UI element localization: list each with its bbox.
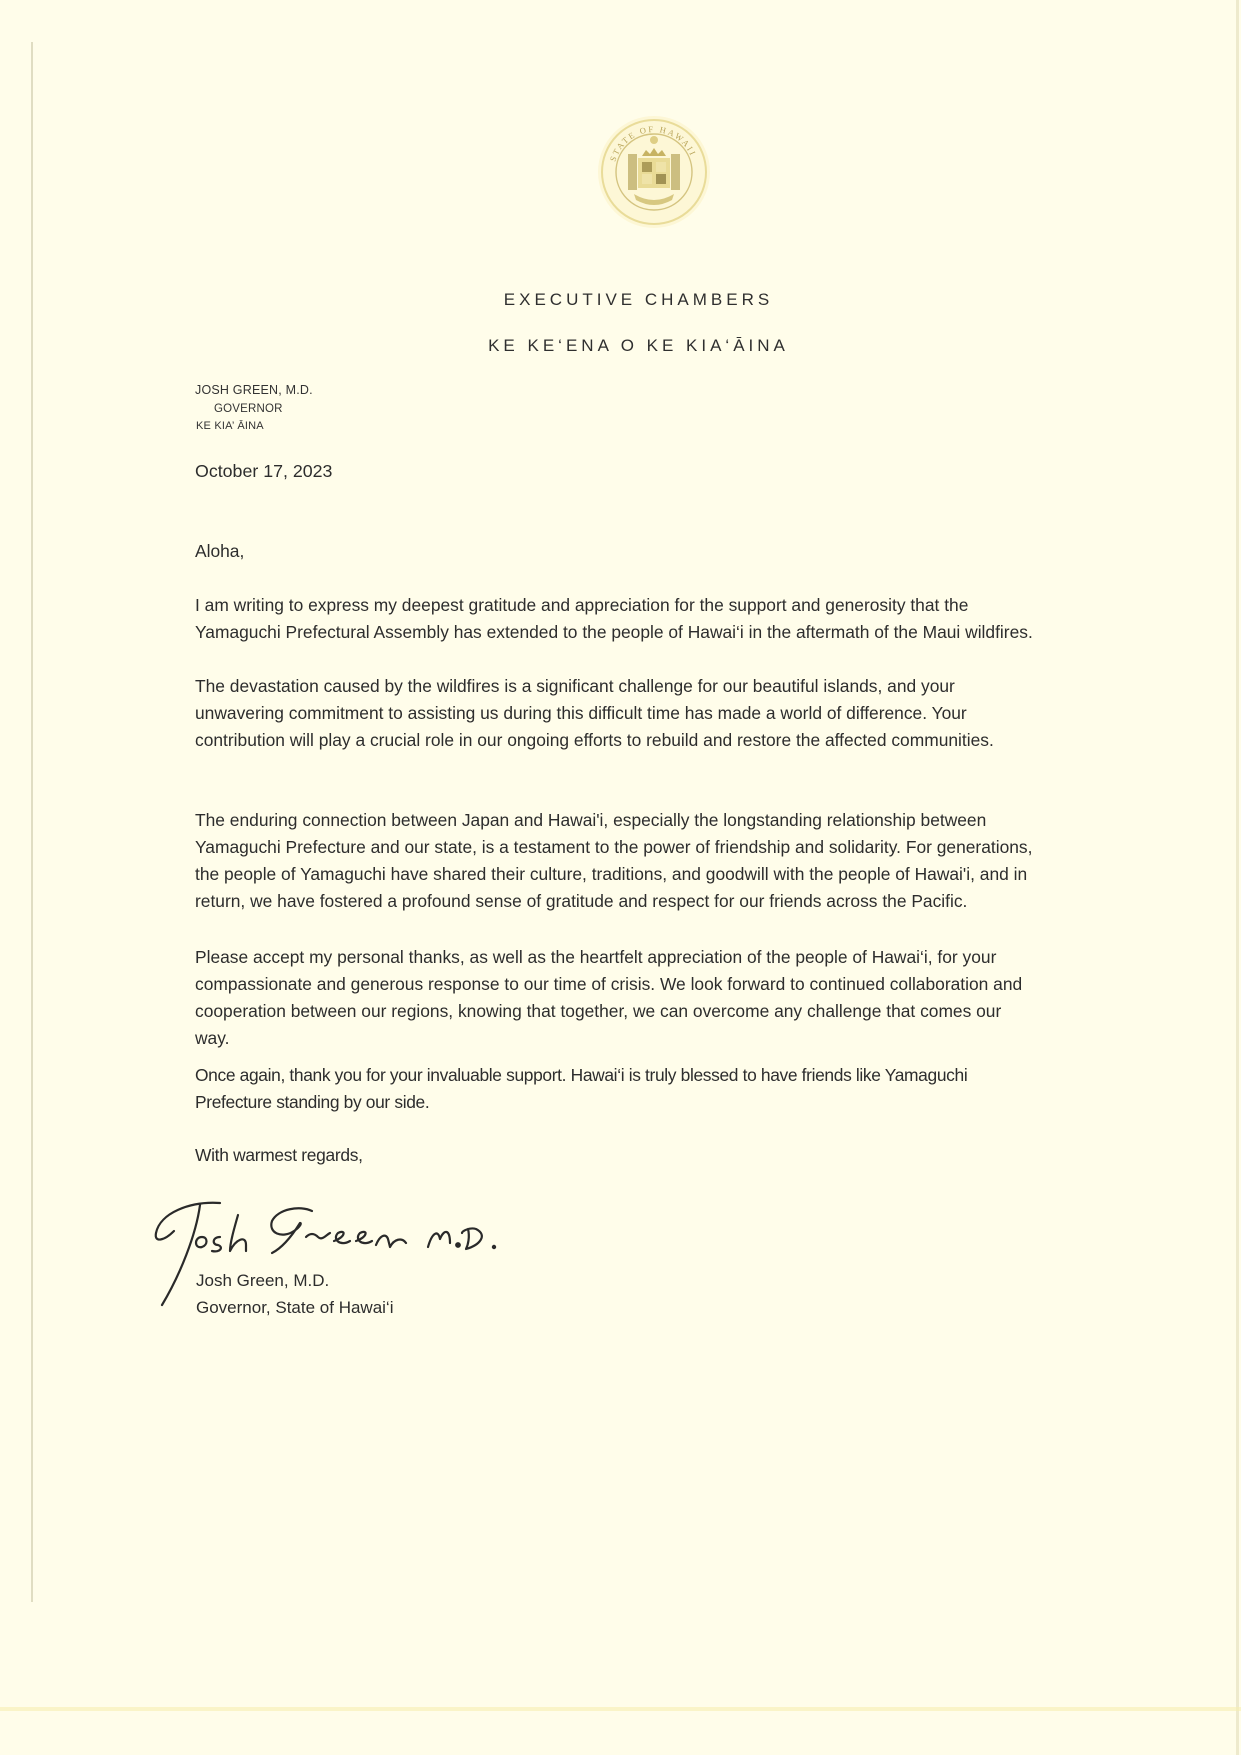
signatory-title: Governor, State of Hawai‘i xyxy=(196,1298,394,1317)
scan-artifact-band xyxy=(0,1707,1241,1711)
paragraph-2 xyxy=(195,673,994,754)
paragraph-1 xyxy=(195,592,1033,646)
paragraph-line: Yamaguchi Prefectural Assembly has extended to the people of Hawai‘i in the aftermath of the Maui wildfires. xyxy=(195,622,1033,642)
office-holder-name: JOSH GREEN, M.D. xyxy=(195,383,313,397)
state-seal-icon xyxy=(594,110,714,234)
greeting: Aloha, xyxy=(195,541,245,561)
paragraph-line: way. xyxy=(195,1028,230,1048)
paragraph-line: Once again, thank you for your invaluable support. Hawai‘i is truly blessed to have friends like Yamaguchi xyxy=(195,1065,968,1085)
office-holder-title: GOVERNOR xyxy=(214,403,283,415)
paragraph-line: The enduring connection between Japan and Hawai'i, especially the longstanding relationship between xyxy=(195,810,987,830)
paragraph-line: Please accept my personal thanks, as well as the heartfelt appreciation of the people of Hawai‘i, for your xyxy=(195,947,997,967)
letterhead-title: EXECUTIVE CHAMBERS xyxy=(503,290,774,309)
paragraph-4 xyxy=(195,944,1022,1052)
paragraph-3 xyxy=(195,807,1032,915)
scan-edge-right xyxy=(1236,0,1239,1755)
signatory-name: Josh Green, M.D. xyxy=(196,1271,330,1290)
paragraph-line: unwavering commitment to assisting us during this difficult time has made a world of difference. Your xyxy=(195,703,967,723)
paragraph-line: return, we have fostered a profound sense of gratitude and respect for our friends across the Pacific. xyxy=(195,891,968,911)
svg-text:STATE OF HAWAII: STATE OF HAWAII xyxy=(607,123,699,163)
paragraph-line: the people of Yamaguchi have shared their culture, traditions, and goodwill with the people of Hawai'i, and in xyxy=(195,864,1028,884)
paragraph-line: The devastation caused by the wildfires is a significant challenge for our beautiful islands, and your xyxy=(195,676,955,696)
paragraph-line: contribution will play a crucial role in our ongoing efforts to rebuild and restore the affected communities. xyxy=(195,730,994,750)
closing: With warmest regards, xyxy=(195,1145,363,1165)
office-holder-hawaiian-title: KE KIA’ ĀINA xyxy=(196,420,264,432)
scan-edge-left xyxy=(31,42,33,1602)
paragraph-line: Yamaguchi Prefecture and our state, is a testament to the power of friendship and solidarity. For generations, xyxy=(195,837,1033,857)
paragraph-line: cooperation between our regions, knowing that together, we can overcome any challenge that comes our xyxy=(195,1001,1002,1021)
letter-date: October 17, 2023 xyxy=(195,461,333,481)
paragraph-line: I am writing to express my deepest gratitude and appreciation for the support and generosity that the xyxy=(195,595,969,615)
paragraph-5 xyxy=(195,1062,967,1116)
paragraph-line: Prefecture standing by our side. xyxy=(195,1092,430,1112)
letterhead-subtitle: KE KE‘ENA O KE KIA‘ĀINA xyxy=(488,336,789,355)
paragraph-line: compassionate and generous response to our time of crisis. We look forward to continued collaboration and xyxy=(195,974,1023,994)
